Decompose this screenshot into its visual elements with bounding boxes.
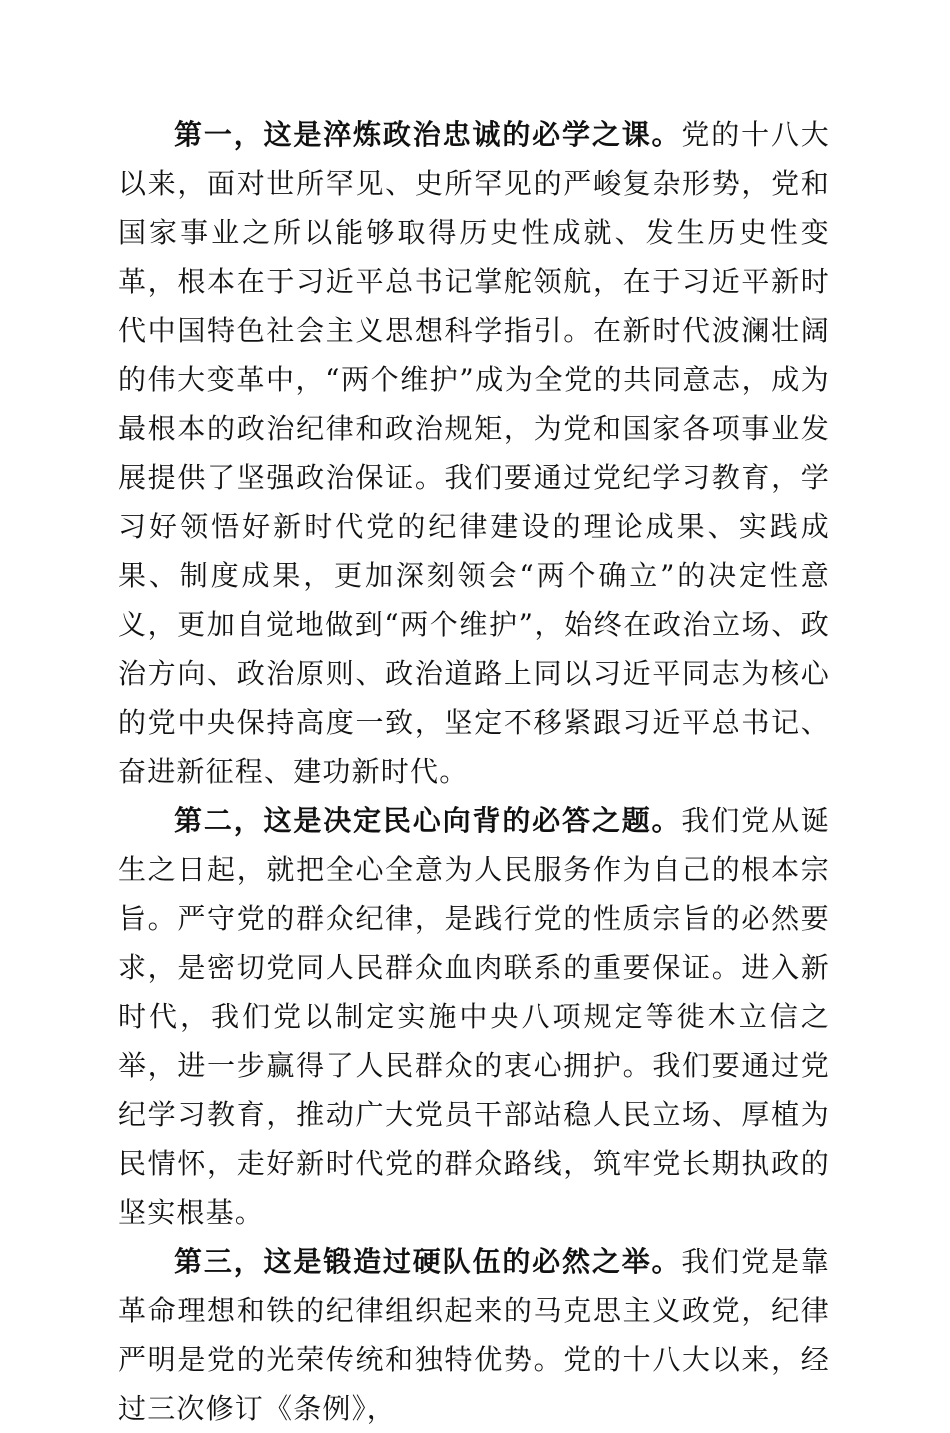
paragraph-2-lead: 第二，这是决定民心向背的必答之题。 [174,804,682,837]
paragraph-3-body: 我们党是靠革命理想和铁的纪律组织起来的马克思主义政党，纪律严明是党的光荣传统和独特优势。党的十八大以来，经过三次修订《条例》， [118,1245,830,1425]
paragraph-2 [118,796,830,1237]
document-body [118,110,830,1433]
paragraph-3 [118,1237,830,1433]
paragraph-2-body: 我们党从诞生之日起，就把全心全意为人民服务作为自己的根本宗旨。严守党的群众纪律，是践行党的性质宗旨的必然要求，是密切党同人民群众血肉联系的重要保证。进入新时代，我们党以制定实施中央八项规定等徙木立信之举，进一步赢得了人民群众的衷心拥护。我们要通过党纪学习教育，推动广大党员干部站稳人民立场、厚植为民情怀，走好新时代党的群众路线，筑牢党长期执政的坚实根基。 [118,804,830,1229]
paragraph-1 [118,110,830,796]
paragraph-3-lead: 第三，这是锻造过硬队伍的必然之举。 [174,1245,682,1278]
paragraph-1-body: 党的十八大以来，面对世所罕见、史所罕见的严峻复杂形势，党和国家事业之所以能够取得历史性成就、发生历史性变革，根本在于习近平总书记掌舵领航，在于习近平新时代中国特色社会主义思想科学指引。在新时代波澜壮阔的伟大变革中，“两个维护”成为全党的共同意志，成为最根本的政治纪律和政治规矩，为党和国家各项事业发展提供了坚强政治保证。我们要通过党纪学习教育，学习好领悟好新时代党的纪律建设的理论成果、实践成果、制度成果，更加深刻领会“两个确立”的决定性意义，更加自觉地做到“两个维护”，始终在政治立场、政治方向、政治原则、政治道路上同以习近平同志为核心的党中央保持高度一致，坚定不移紧跟习近平总书记、奋进新征程、建功新时代。 [118,118,830,788]
paragraph-1-lead: 第一，这是淬炼政治忠诚的必学之课。 [174,118,682,151]
